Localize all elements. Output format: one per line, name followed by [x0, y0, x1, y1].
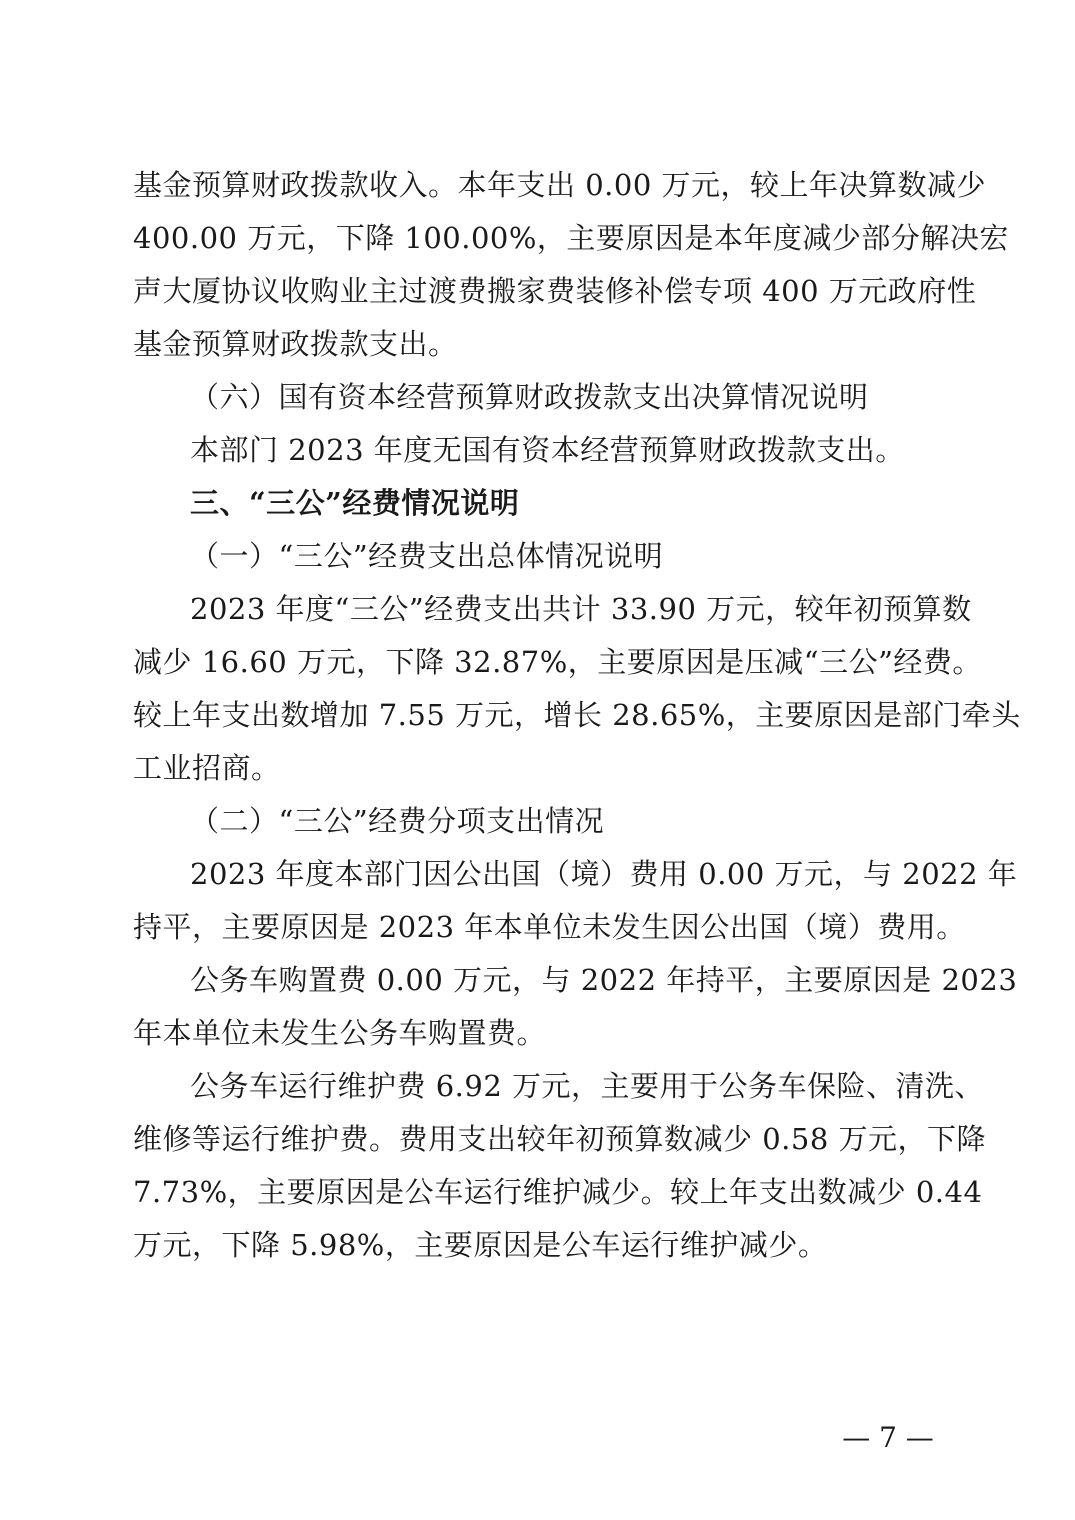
paragraph-line: 2023 年度本部门因公出国（境）费用 0.00 万元，与 2022 年 [190, 857, 1018, 891]
paragraph-line: 7.73%，主要原因是公车运行维护减少。较上年支出数减少 0.44 [133, 1175, 983, 1209]
paragraph-line: 基金预算财政拨款收入。本年支出 0.00 万元，较上年决算数减少 [133, 168, 987, 202]
paragraph-line: （二）“三公”经费分项支出情况 [190, 804, 605, 838]
paragraph-line: 基金预算财政拨款支出。 [133, 327, 458, 361]
paragraph-line: 持平，主要原因是 2023 年本单位未发生因公出国（境）费用。 [133, 910, 966, 944]
paragraph-line: 400.00 万元，下降 100.00%，主要原因是本年度减少部分解决宏 [133, 221, 1009, 255]
paragraph-line: 本部门 2023 年度无国有资本经营预算财政拨款支出。 [190, 433, 905, 467]
section-heading: 三、“三公”经费情况说明 [190, 486, 520, 520]
paragraph-line: 公务车购置费 0.00 万元，与 2022 年持平，主要原因是 2023 [190, 963, 1018, 997]
paragraph-line: 公务车运行维护费 6.92 万元，主要用于公务车保险、清洗、 [190, 1069, 985, 1103]
paragraph-line: 年本单位未发生公务车购置费。 [133, 1016, 547, 1050]
paragraph-line: （六）国有资本经营预算财政拨款支出决算情况说明 [190, 380, 869, 414]
paragraph-line: 减少 16.60 万元，下降 32.87%，主要原因是压减“三公”经费。 [133, 645, 982, 679]
paragraph-line: （一）“三公”经费支出总体情况说明 [190, 539, 664, 573]
paragraph-line: 2023 年度“三公”经费支出共计 33.90 万元，较年初预算数 [190, 592, 972, 626]
page-number: — 7 — [842, 1421, 934, 1454]
paragraph-line: 万元，下降 5.98%，主要原因是公车运行维护减少。 [133, 1228, 828, 1262]
paragraph-line: 维修等运行维护费。费用支出较年初预算数减少 0.58 万元，下降 [133, 1122, 987, 1156]
paragraph-line: 较上年支出数增加 7.55 万元，增长 28.65%，主要原因是部门牵头 [133, 698, 1021, 732]
paragraph-line: 工业招商。 [133, 751, 281, 785]
paragraph-line: 声大厦协议收购业主过渡费搬家费装修补偿专项 400 万元政府性 [133, 274, 977, 308]
